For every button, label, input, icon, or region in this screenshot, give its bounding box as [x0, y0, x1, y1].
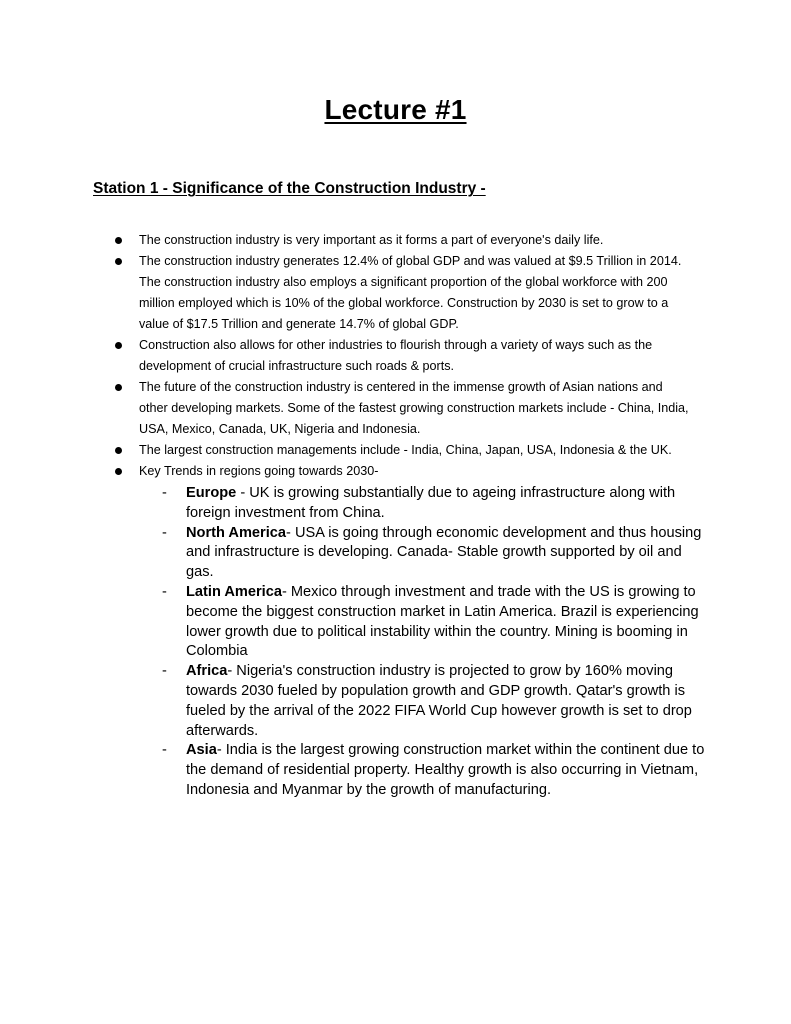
- region-text: - UK is growing substantially due to ageing infrastructure along with foreign investment from China.: [186, 485, 676, 521]
- list-item-text: The construction industry is very important as it forms a part of everyone's daily life.: [139, 233, 604, 247]
- bullet-icon: [115, 468, 122, 475]
- region-item: [162, 662, 706, 741]
- list-item: [0, 461, 705, 801]
- bullet-icon: [115, 342, 122, 349]
- section-heading: Station 1 - Significance of the Construction Industry -: [93, 180, 486, 197]
- list-item-text: Key Trends in regions going towards 2030-: [139, 464, 379, 478]
- region-item: [162, 524, 706, 583]
- list-item: [0, 230, 694, 251]
- region-item: [162, 583, 706, 662]
- list-item-text: The future of the construction industry is centered in the immense growth of Asian nations and other developing markets. Some of the fastest growing construction markets include - China, India, USA, Mexico, Canada, UK, Nigeria and Indonesia.: [139, 380, 689, 436]
- region-text: - India is the largest growing construction market within the continent due to the demand of residential property. Healthy growth is also occurring in Vietnam, Indonesia and Myanmar by the growth of manufacturing.: [186, 742, 705, 798]
- list-item: [0, 377, 694, 440]
- region-text: - USA is going through economic development and thus housing and infrastructure is developing. Canada- Stable growth supported by oil and gas.: [186, 524, 702, 581]
- bullet-icon: [115, 258, 122, 265]
- region-name: Latin America: [186, 583, 282, 600]
- page-title: Lecture #1: [324, 94, 467, 125]
- dash-marker: -: [162, 663, 167, 680]
- region-item: [162, 741, 706, 800]
- list-item: [0, 335, 694, 377]
- dash-marker: -: [162, 524, 167, 541]
- list-item: [0, 440, 694, 461]
- dash-marker: -: [162, 485, 167, 501]
- list-item-text: Construction also allows for other industries to flourish through a variety of ways such as the development of crucial infrastructure such roads & ports.: [139, 338, 653, 373]
- list-item: [0, 251, 694, 335]
- dash-marker: -: [162, 742, 167, 759]
- dash-marker: -: [162, 583, 167, 600]
- list-item-text: The construction industry generates 12.4% of global GDP and was valued at $9.5 Trillion in 2014. The construction industry also employs a significant proportion of the global workforce with 200 million employed which is 10% of the global workforce. Construction by 2030 is set to grow to a value of $17.5 Trillion and generate 14.7% of global GDP.: [139, 254, 682, 331]
- bullet-icon: [115, 237, 122, 244]
- region-trends-list: [139, 484, 705, 801]
- region-text: - Mexico through investment and trade with the US is growing to become the biggest construction market in Latin America. Brazil is experiencing lower growth due to political instability within the country. Mining is booming in Colombia: [186, 583, 699, 660]
- region-name: Asia: [186, 742, 217, 759]
- bullet-list: [0, 230, 791, 801]
- list-item-text: The largest construction managements include - India, China, Japan, USA, Indonesia & the UK.: [139, 443, 672, 457]
- region-name: Africa: [186, 663, 228, 680]
- region-item: [162, 484, 706, 524]
- bullet-icon: [115, 447, 122, 454]
- region-name: Europe: [186, 485, 237, 501]
- region-name: North America: [186, 524, 287, 541]
- region-text: - Nigeria's construction industry is projected to grow by 160% moving towards 2030 fueled by population growth and GDP growth. Qatar's growth is fueled by the arrival of the 2022 FIFA World Cup however growth is set to drop afterwards.: [186, 663, 692, 739]
- bullet-icon: [115, 384, 122, 391]
